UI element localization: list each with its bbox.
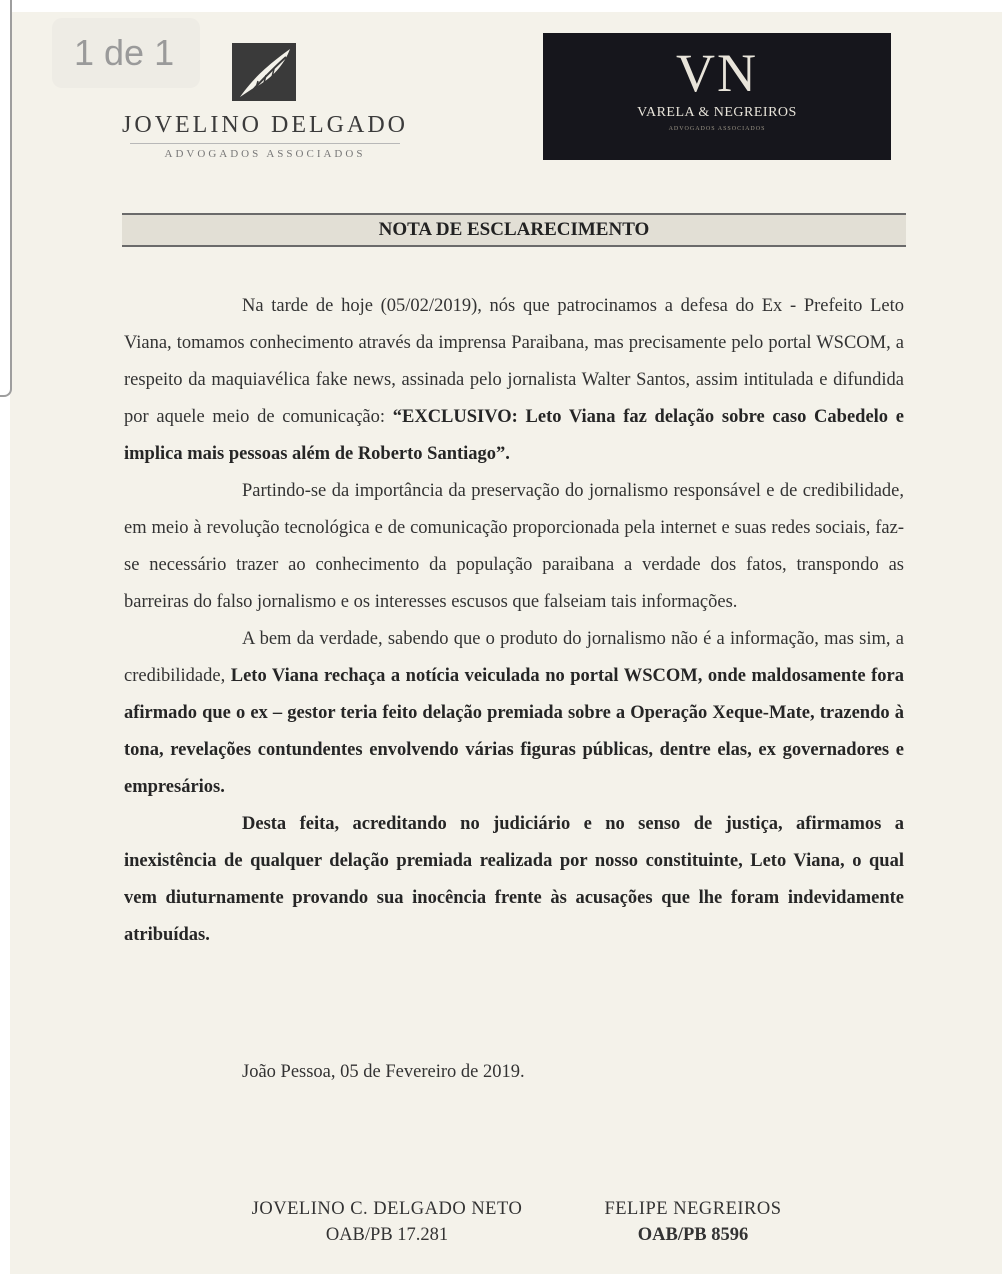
feather-icon [232,43,296,101]
firm-subtitle: ADVOGADOS ASSOCIADOS [164,148,366,160]
paragraph-text: Partindo-se da importância da preservação do jornalismo responsável e de credibilidade, em meio à revolução tecnológica e de comunicação proporcionada pela internet e suas redes sociais, faz-se necessário trazer ao conhecimento da população paraibana a verdade dos fatos, transpondo as barreiras do falso jornalismo e os interesses escusos que falseiam tais informações. [124,481,904,612]
signature-block [588,1196,798,1248]
vn-monogram: VN [676,43,758,103]
date-line: João Pessoa, 05 de Fevereiro de 2019. [242,1062,525,1082]
logo-divider [130,143,400,144]
paragraph-text: A bem da verdade, sabendo que o produto do jornalismo não é a informação, mas sim, a credibilidade, [124,629,904,686]
document-body [124,288,904,954]
firm-name: JOVELINO DELGADO [122,112,408,138]
vn-firm-name: VARELA & NEGREIROS [637,105,797,120]
paragraph-bold-text: Desta feita, acreditando no judiciário e no senso de justiça, afirmamos a inexistência de qualquer delação premiada realizada por nosso constituinte, Leto Viana, o qual vem diuturnamente provando sua inocência frente às acusações que lhe foram indevidamente atribuídas. [124,814,904,945]
signatory-name: JOVELINO C. DELGADO NETO [251,1199,523,1219]
paragraph-3 [124,621,904,806]
paragraph-4 [124,806,904,954]
signatory-oab: OAB/PB 8596 [637,1225,749,1245]
signatory-name: FELIPE NEGREIROS [604,1199,782,1219]
paragraph-bold-text: Leto Viana rechaça a notícia veiculada no portal WSCOM, onde maldosamente fora afirmado que o ex – gestor teria feito delação premiada sobre a Operação Xeque-Mate, trazendo à tona, revelações contundentes envolvendo várias figuras públicas, dentre elas, ex governadores e empresários. [124,666,904,797]
paragraph-1 [124,288,904,473]
document-title: NOTA DE ESCLARECIMENTO [122,213,906,247]
vn-firm-subtitle: ADVOGADOS ASSOCIADOS [668,126,766,132]
paragraph-bold-text: “EXCLUSIVO: Leto Viana faz delação sobre caso Cabedelo e implica mais pessoas além de Roberto Santiago”. [124,407,904,464]
paragraph-2 [124,473,904,621]
page-indicator: 1 de 1 [52,18,200,88]
varela-negreiros-logo [543,33,891,160]
jovelino-delgado-logo [100,40,430,170]
viewer-edge [0,0,12,397]
signatory-oab: OAB/PB 17.281 [325,1225,449,1245]
paragraph-text: Na tarde de hoje (05/02/2019), nós que patrocinamos a defesa do Ex - Prefeito Leto Viana, tomamos conhecimento através da imprensa Paraibana, mas precisamente pelo portal WSCOM, a respeito da maquiavélica fake news, assinada pelo jornalista Walter Santos, assim intitulada e difundida por aquele meio de comunicação: [124,296,904,427]
signature-block [222,1196,552,1248]
